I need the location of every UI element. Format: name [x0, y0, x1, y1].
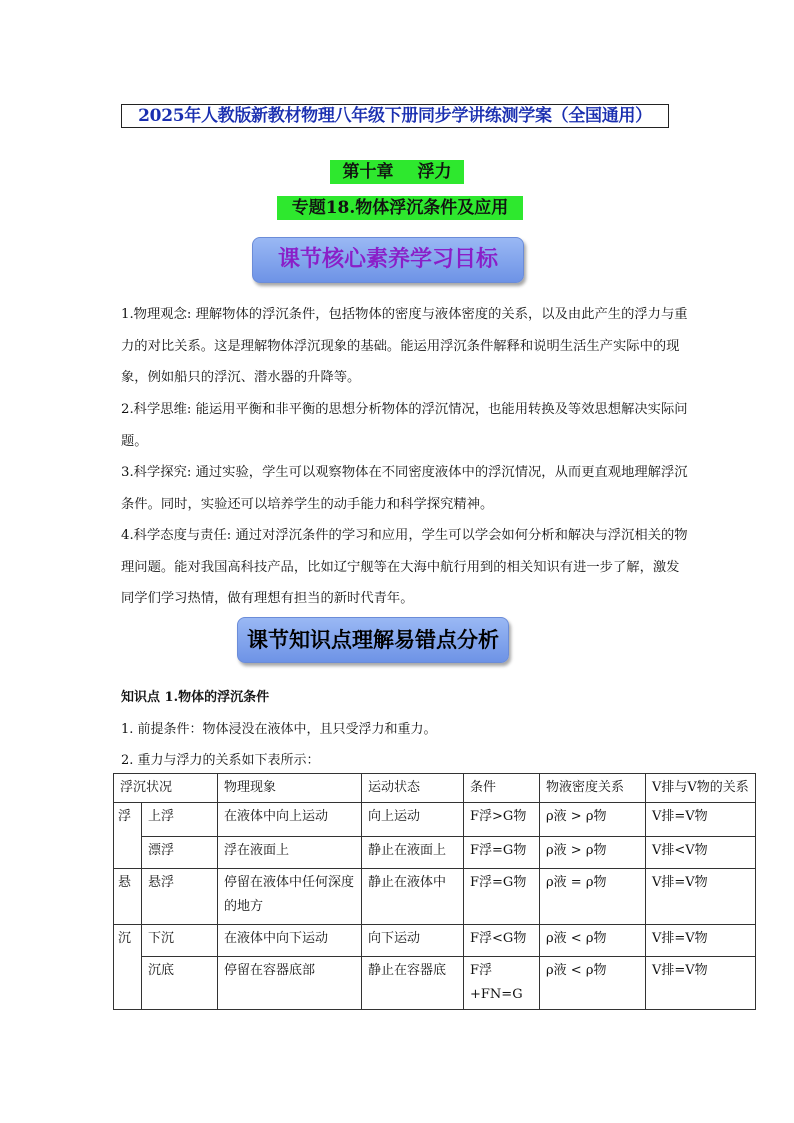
page-title: 2025年人教版新教材物理八年级下册同步学讲练测学案（全国通用）	[121, 104, 669, 128]
table-cell-density: ρ液 > ρ物	[540, 803, 646, 837]
table-cell-phenomenon: 在液体中向上运动	[218, 803, 362, 837]
table-cell-state: 悬浮	[142, 869, 218, 925]
table-group-label: 沉	[114, 925, 142, 1010]
table-cell-volume: V排<V物	[646, 837, 756, 869]
table-group-label: 悬	[114, 869, 142, 925]
knowledge-line: 1. 前提条件：物体浸没在液体中，且只受浮力和重力。	[121, 722, 437, 737]
goals-banner: 课节核心素养学习目标	[252, 237, 524, 283]
table-cell-motion: 静止在液面上	[362, 837, 464, 869]
table-cell-state: 上浮	[142, 803, 218, 837]
table-header: 浮沉状况	[114, 774, 218, 803]
table-cell-motion: 向下运动	[362, 925, 464, 957]
table-header: 物理现象	[218, 774, 362, 803]
table-header-row	[114, 774, 756, 803]
table-cell-phenomenon: 浮在液面上	[218, 837, 362, 869]
table-cell-volume: V排=V物	[646, 957, 756, 1010]
table-cell-density: ρ液 = ρ物	[540, 869, 646, 925]
table-cell-density: ρ液 < ρ物	[540, 957, 646, 1010]
table-cell-volume: V排=V物	[646, 925, 756, 957]
goal-item: 1.物理观念: 理解物体的浮沉条件，包括物体的密度与液体密度的关系，以及由此产生的浮力与重力的对比关系。这是理解物体浮沉现象的基础。能运用浮沉条件解释和说明生活生产实际中的现象，例如船只的浮沉、潜水器的升降等。	[121, 307, 688, 385]
table-group-label: 浮	[114, 803, 142, 869]
chapter-title: 第十章 浮力	[330, 160, 464, 184]
table-cell-condition: F浮+FN=G	[464, 957, 540, 1010]
table-cell-density: ρ液 > ρ物	[540, 837, 646, 869]
table-row	[114, 925, 756, 957]
table-cell-condition: F浮=G物	[464, 869, 540, 925]
table-cell-state: 沉底	[142, 957, 218, 1010]
goal-item: 4.科学态度与责任: 通过对浮沉条件的学习和应用，学生可以学会如何分析和解决与浮沉相关的物理问题。能对我国高科技产品，比如辽宁舰等在大海中航行用到的相关知识有进一步了解，激发同学们学习热情，做有理想有担当的新时代青年。	[121, 528, 688, 606]
table-header: V排与V物的关系	[646, 774, 756, 803]
topic-title: 专题18.物体浮沉条件及应用	[277, 196, 523, 220]
table-cell-condition: F浮<G物	[464, 925, 540, 957]
table-cell-phenomenon: 停留在液体中任何深度的地方	[218, 869, 362, 925]
table-header: 物液密度关系	[540, 774, 646, 803]
knowledge-point-title: 知识点 1.物体的浮沉条件	[121, 690, 270, 705]
table-header: 条件	[464, 774, 540, 803]
table-cell-motion: 向上运动	[362, 803, 464, 837]
knowledge-banner: 课节知识点理解易错点分析	[237, 617, 509, 663]
table-row	[114, 803, 756, 837]
table-cell-phenomenon: 在液体中向下运动	[218, 925, 362, 957]
table-row	[114, 837, 756, 869]
table-cell-condition: F浮>G物	[464, 803, 540, 837]
goal-item: 2.科学思维: 能运用平衡和非平衡的思想分析物体的浮沉情况，也能用转换及等效思想解决实际问题。	[121, 402, 688, 449]
table-cell-motion: 静止在液体中	[362, 869, 464, 925]
float-sink-table	[113, 773, 756, 1010]
table-row	[114, 957, 756, 1010]
table-cell-motion: 静止在容器底	[362, 957, 464, 1010]
goal-item: 3.科学探究: 通过实验，学生可以观察物体在不同密度液体中的浮沉情况，从而更直观地理解浮沉条件。同时，实验还可以培养学生的动手能力和科学探究精神。	[121, 465, 688, 512]
table-header: 运动状态	[362, 774, 464, 803]
table-cell-state: 下沉	[142, 925, 218, 957]
table-cell-state: 漂浮	[142, 837, 218, 869]
table-cell-volume: V排=V物	[646, 869, 756, 925]
table-cell-condition: F浮=G物	[464, 837, 540, 869]
table-row	[114, 869, 756, 925]
table-cell-density: ρ液 < ρ物	[540, 925, 646, 957]
table-cell-volume: V排=V物	[646, 803, 756, 837]
table-cell-phenomenon: 停留在容器底部	[218, 957, 362, 1010]
knowledge-line: 2. 重力与浮力的关系如下表所示：	[121, 753, 320, 768]
